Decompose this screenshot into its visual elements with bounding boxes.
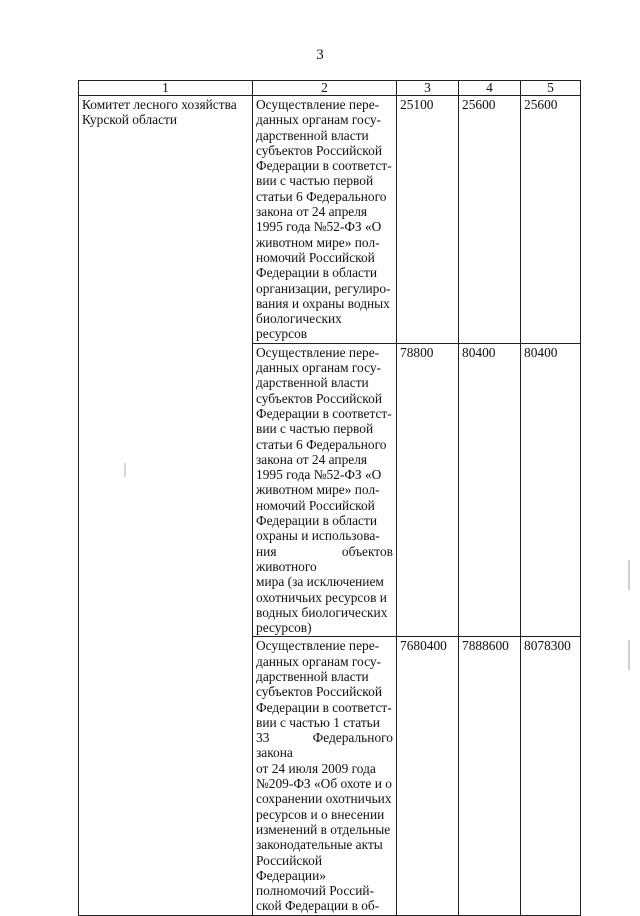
description-line: номочий Российской xyxy=(256,249,375,265)
column-header-1: 1 xyxy=(79,81,253,96)
scan-mark xyxy=(124,463,126,477)
description-line: №209-ФЗ «Об охоте и о xyxy=(256,776,392,792)
value-col5: 25600 xyxy=(521,96,581,344)
description-line: данных органам госу- xyxy=(256,360,381,376)
page-number: 3 xyxy=(316,47,324,63)
description-line: организации, регулиро- xyxy=(256,280,391,296)
description-line: Осуществление пере- xyxy=(256,97,380,112)
description-line: Федерации в соответст- xyxy=(256,699,392,715)
description-line: полномочий Россий- xyxy=(256,883,375,899)
description-line: статьи 6 Федерального xyxy=(256,188,387,204)
description-cell xyxy=(253,637,397,915)
column-header-3: 3 xyxy=(397,81,459,96)
description-line: данных органам госу- xyxy=(256,653,381,669)
description-line: Осуществление пере- xyxy=(256,638,380,654)
description-line: дарственной власти xyxy=(256,668,369,684)
description-line: животном мире» пол- xyxy=(256,234,380,250)
description-line: вии с частью первой xyxy=(256,173,374,189)
description-line: ской Федерации в об- xyxy=(256,898,380,914)
column-header-5: 5 xyxy=(521,81,581,96)
description-line: ресурсов) xyxy=(256,620,312,636)
description-line: ресурсов и о внесении xyxy=(256,806,385,822)
description-line: номочий Российской xyxy=(256,497,375,513)
description-line: вии с частью 1 статьи xyxy=(256,714,380,730)
description-line: вания и охраны водных xyxy=(256,295,390,311)
description-line: дарственной власти xyxy=(256,375,369,391)
description-line: Федерации в области xyxy=(256,513,378,529)
description-line: дарственной власти xyxy=(256,127,369,143)
value-col5: 8078300 xyxy=(521,637,581,915)
description-line: Федерации в области xyxy=(256,265,378,281)
description-line: вии с частью первой xyxy=(256,421,374,437)
description-line: изменений в отдельные xyxy=(256,821,391,837)
description-line: Российской Федерации» xyxy=(256,852,326,883)
description-line: субъектов Российской xyxy=(256,142,382,158)
budget-table xyxy=(78,80,581,916)
description-line: сохранении охотничьих xyxy=(256,791,392,807)
description-line: мира (за исключением xyxy=(256,574,384,590)
organization-cell: Комитет лесного хозяйства Курской области xyxy=(79,96,253,916)
column-header-2: 2 xyxy=(253,81,397,96)
description-line: данных органам госу- xyxy=(256,112,381,128)
description-line: закона от 24 апреля xyxy=(256,204,368,220)
description-line: охотничьих ресурсов и xyxy=(256,589,387,605)
value-col3: 25100 xyxy=(397,96,459,344)
value-col4: 7888600 xyxy=(459,637,521,915)
value-col5: 80400 xyxy=(521,343,581,637)
description-line: статьи 6 Федерального xyxy=(256,436,387,452)
description-line: 33 Федерального закона xyxy=(256,730,393,761)
description-line: 1995 года №52-ФЗ «О xyxy=(256,467,382,483)
description-line: субъектов Российской xyxy=(256,390,382,406)
description-line: животном мире» пол- xyxy=(256,482,380,498)
table-header-row xyxy=(79,81,581,96)
description-line: ния объектов животного xyxy=(256,543,393,574)
scan-mark xyxy=(628,560,630,590)
description-line: закона от 24 апреля xyxy=(256,451,368,467)
value-col3: 7680400 xyxy=(397,637,459,915)
description-cell xyxy=(253,343,397,637)
table-row xyxy=(79,96,581,344)
description-line: охраны и использова- xyxy=(256,528,380,544)
value-col3: 78800 xyxy=(397,343,459,637)
description-cell xyxy=(253,96,397,344)
column-header-4: 4 xyxy=(459,81,521,96)
description-line: биологических ресурсов xyxy=(256,311,342,342)
description-line: от 24 июля 2009 года xyxy=(256,760,376,776)
description-line: 1995 года №52-ФЗ «О xyxy=(256,219,382,235)
value-col4: 80400 xyxy=(459,343,521,637)
description-line: Федерации в соответст- xyxy=(256,405,392,421)
description-line: Федерации в соответст- xyxy=(256,158,392,174)
description-line: субъектов Российской xyxy=(256,684,382,700)
description-line: Осуществление пере- xyxy=(256,344,380,360)
description-line: законодательные акты xyxy=(256,837,383,853)
description-line: водных биологических xyxy=(256,604,388,620)
scan-mark xyxy=(628,640,630,670)
value-col4: 25600 xyxy=(459,96,521,344)
